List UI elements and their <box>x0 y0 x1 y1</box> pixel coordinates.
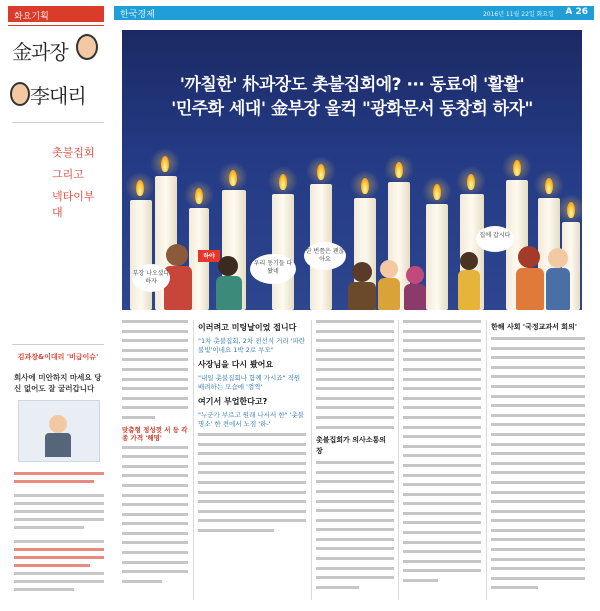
weekday-label: 화요기획 <box>8 6 104 22</box>
flame-icon <box>513 160 521 176</box>
protester-head <box>218 256 238 276</box>
protester <box>378 278 400 310</box>
tagline-1: 촛불집회 <box>52 146 95 159</box>
page-number: A 26 <box>565 7 588 17</box>
protester-head <box>406 266 424 284</box>
flame-icon <box>279 174 287 190</box>
flame-icon <box>136 180 144 196</box>
candlelight-illustration <box>122 30 582 310</box>
flame-icon <box>467 174 475 190</box>
protester-head <box>518 246 540 268</box>
sidebox-title: 회사에 미안하지 마세요 당신 없어도 잘 굴러갑니다 <box>14 373 102 393</box>
protester-head <box>380 260 398 278</box>
subhead: 맞춤형 정성껏 서 등 각종 가격 '해명' <box>122 425 188 442</box>
tagline-2: 그리고 <box>52 168 84 181</box>
article-column-1 <box>122 320 188 600</box>
headline-2: '민주화 세대' 金부장 울컥 "광화문서 동창회 하자" <box>171 99 533 119</box>
kim-caricature-icon <box>76 34 98 60</box>
column-rule <box>398 320 399 600</box>
candle <box>272 194 294 310</box>
subhead: 촛불집회가 의사소통의 장 <box>316 436 387 456</box>
sidebox-heading: 김과장&이대리 '비급이슈' <box>17 353 99 361</box>
flame-icon <box>433 184 441 200</box>
protester <box>516 268 544 310</box>
brand-lee: 李대리 <box>30 84 86 108</box>
article-column-4 <box>403 320 481 600</box>
candle <box>426 204 448 310</box>
flame-icon <box>317 164 325 180</box>
left-column <box>8 6 104 606</box>
brand-rule <box>8 25 104 26</box>
subhead-quote: "내일 촛불집회나 함께 가시죠" 직원 배려하는 모습에 '껌찍' <box>198 374 301 391</box>
article-column-2 <box>198 320 306 600</box>
subhead-quote: "1차 촛불집회, 2차 전선식 거리 '파란 불빛'이네요 1박 2로 부모" <box>198 337 306 354</box>
subhead: 여기서 부업한다고? <box>198 397 268 406</box>
speech-bubble: 집에 갑시다 <box>476 226 514 252</box>
protest-sign: 하야 <box>198 250 220 262</box>
lee-caricature-icon <box>10 82 30 106</box>
protester-head <box>460 252 478 270</box>
protester <box>348 282 376 310</box>
subhead: 한해 사회 '국정교과서 회의' <box>491 323 577 331</box>
sidebox-rule <box>12 344 104 345</box>
protester-head <box>352 262 372 282</box>
article-column-3 <box>316 320 394 600</box>
flame-icon <box>229 170 237 186</box>
speech-bubble: 부장 나오셨다 하자 <box>132 264 170 292</box>
speech-bubble: 우리 동기들 다 왔네 <box>250 254 296 284</box>
protester-head <box>166 244 188 266</box>
brand-divider <box>12 122 104 123</box>
candle <box>130 200 152 310</box>
column-rule <box>193 320 194 600</box>
article-column-5 <box>491 320 585 600</box>
page-header-bar <box>114 6 594 20</box>
subhead: 이러려고 미팅날이었 접니다 <box>198 323 297 332</box>
protester <box>546 268 570 310</box>
protester <box>404 284 426 310</box>
subhead-quote: "누군가 부르고 원래 나서서 한" '촛불 명소' 한 켠에서 노점 '하-' <box>198 411 305 428</box>
flame-icon <box>161 156 169 172</box>
flame-icon <box>361 178 369 194</box>
protester <box>458 270 480 310</box>
subhead: 사장님을 다시 봤어요 <box>198 360 274 369</box>
flame-icon <box>395 162 403 178</box>
issue-date: 2016년 11월 22일 화요일 <box>482 11 554 18</box>
brand-kim: 金과장 <box>12 40 68 64</box>
headline-1: '까칠한' 朴과장도 촛불집회에? ··· 동료애 '활활' <box>179 75 525 95</box>
protester <box>216 276 242 310</box>
flame-icon <box>567 202 575 218</box>
flame-icon <box>545 178 553 194</box>
flame-icon <box>195 188 203 204</box>
sidebox-illustration <box>18 400 100 462</box>
protester-head <box>548 248 568 268</box>
column-rule <box>311 320 312 600</box>
speech-bubble: 한 번쯤은 괜찮아요 <box>304 242 346 270</box>
tagline-3: 넥타이부대 <box>52 190 95 219</box>
section-name: 한국경제 <box>120 10 155 20</box>
column-rule <box>486 320 487 600</box>
